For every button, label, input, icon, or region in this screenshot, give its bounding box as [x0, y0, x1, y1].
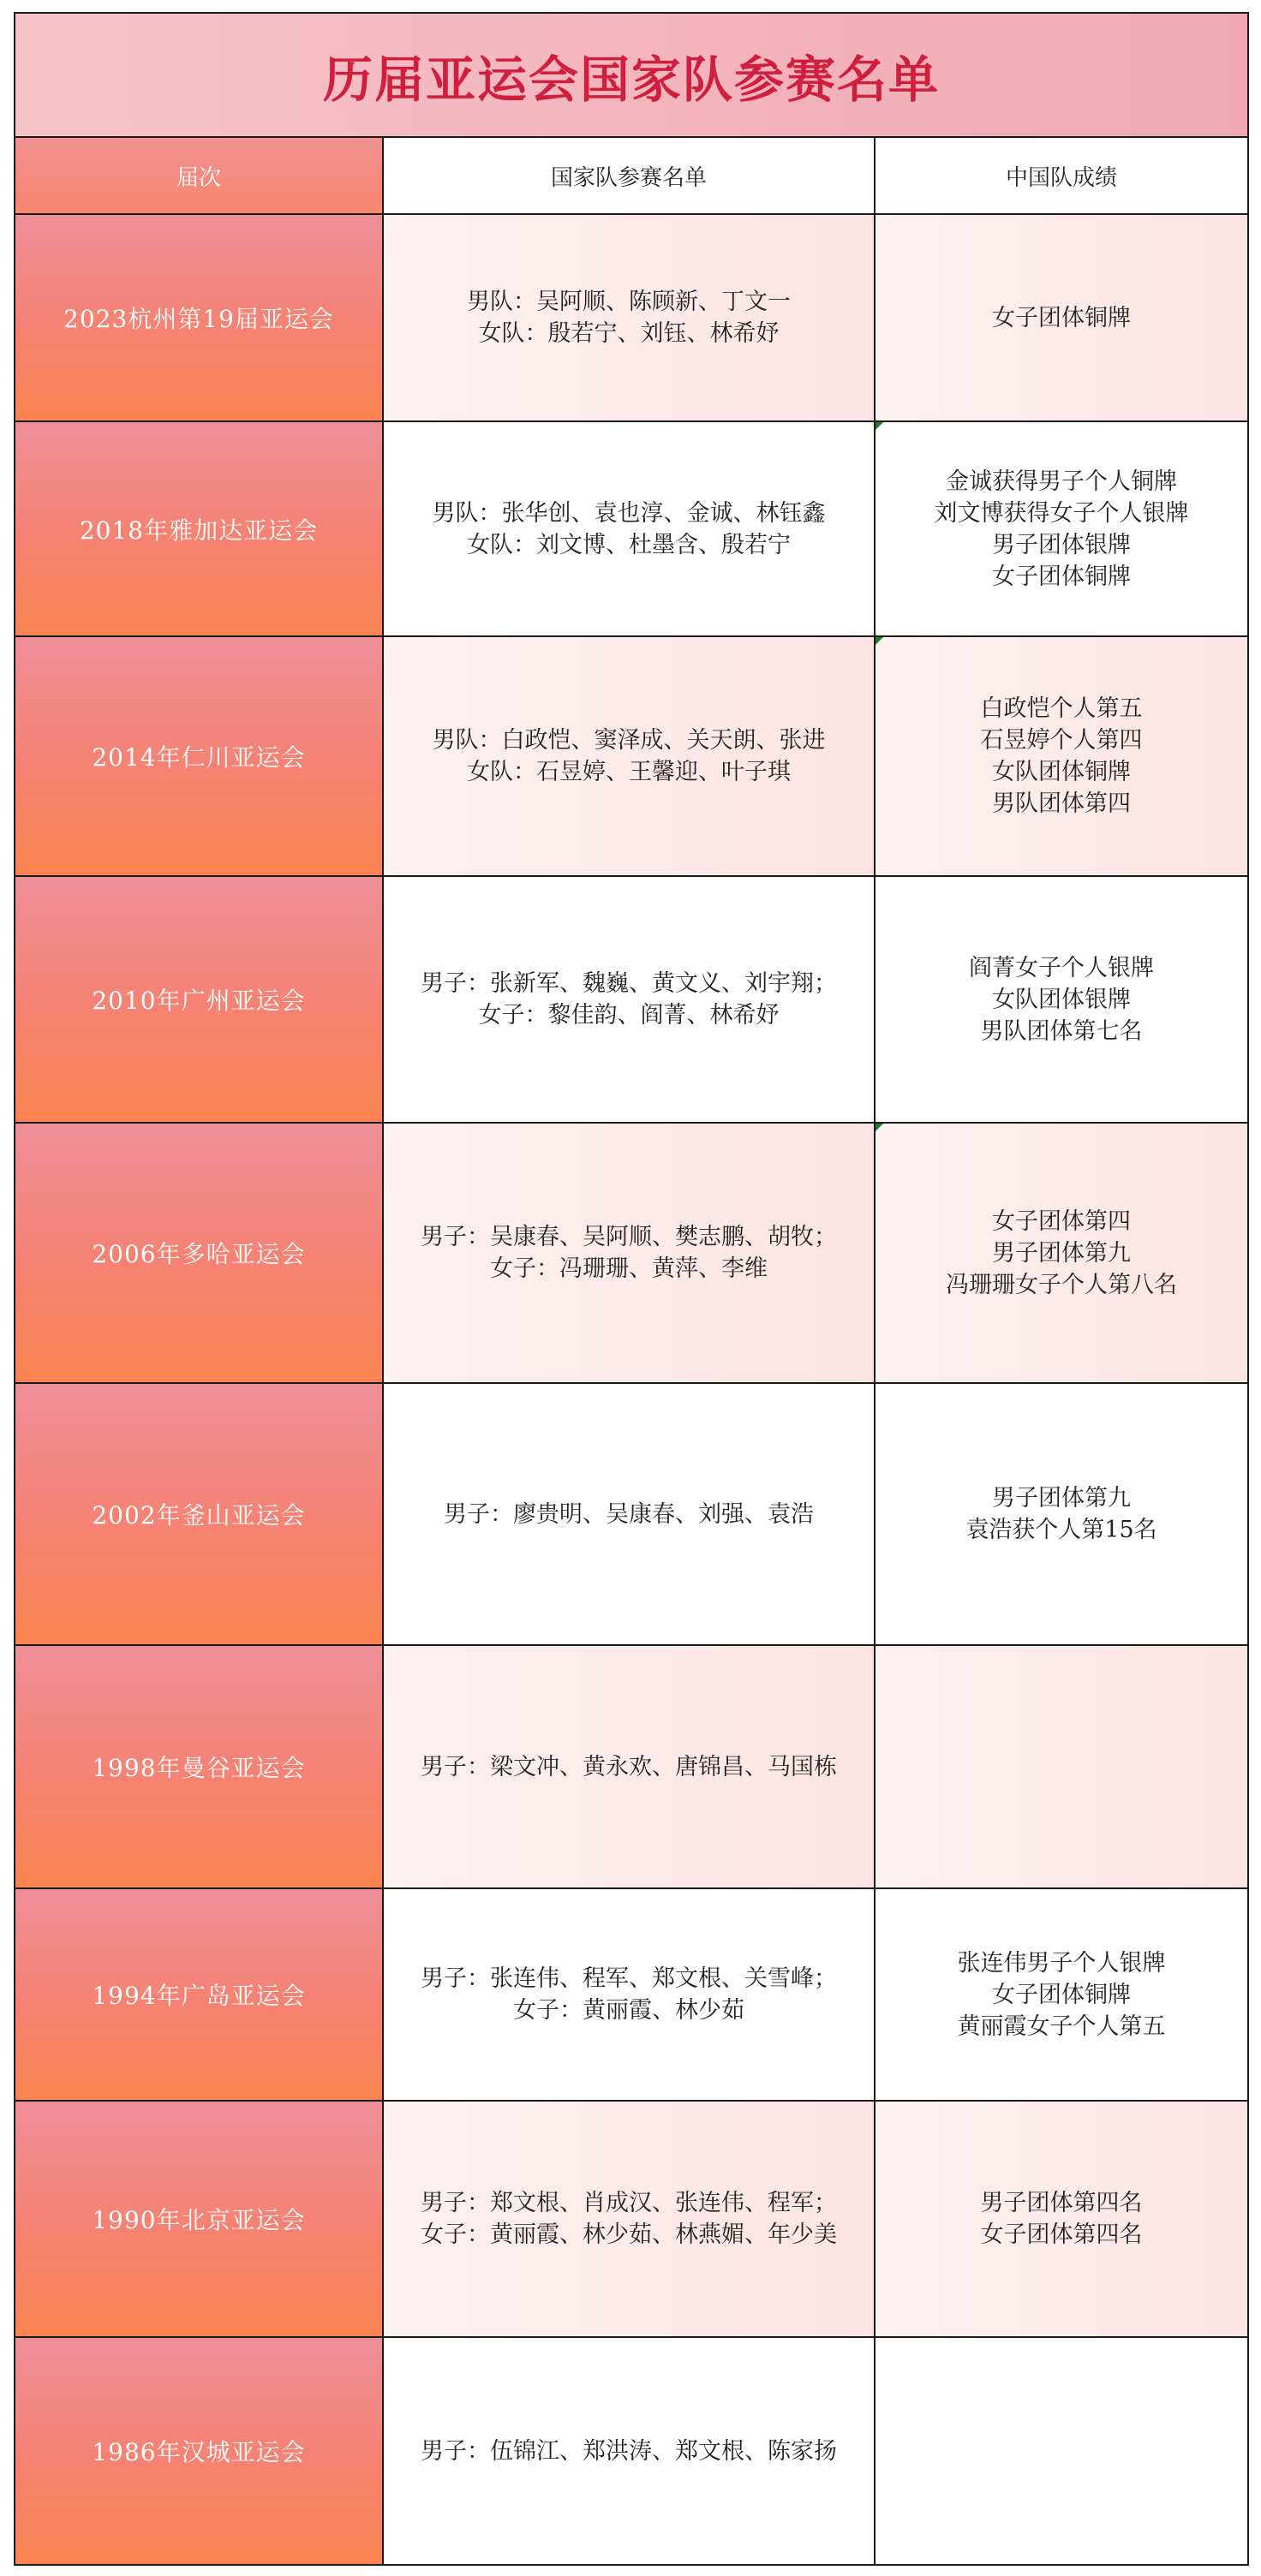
result-line: 女子团体铜牌: [992, 304, 1131, 331]
roster-line: 女子：黎佳韵、阎菁、林希妤: [478, 1002, 780, 1029]
roster-line: 男子：梁文冲、黄永欢、唐锦昌、马国栋: [421, 1753, 837, 1780]
result-line: 袁浩获个人第15名: [965, 1517, 1157, 1543]
session-cell[interactable]: 2002年釜山亚运会: [15, 1383, 383, 1645]
table-row: [15, 214, 1248, 421]
table-row: [15, 1123, 1248, 1383]
result-line: 女子团体第四: [992, 1208, 1131, 1235]
table-row: [15, 2337, 1248, 2565]
session-cell[interactable]: 1994年广岛亚运会: [15, 1888, 383, 2101]
session-cell[interactable]: 1998年曼谷亚运会: [15, 1645, 383, 1888]
roster-line: 男子：廖贵明、吴康春、刘强、袁浩: [444, 1500, 814, 1528]
roster-line: 男子：郑文根、肖成汉、张连伟、程军；: [421, 2190, 837, 2216]
roster-line: 男子：张新军、魏巍、黄文义、刘宇翔；: [421, 970, 837, 997]
result-line: 女子团体第四名: [980, 2221, 1143, 2248]
roster-cell[interactable]: [383, 876, 875, 1123]
roster-cell[interactable]: [383, 421, 875, 636]
result-line: 白政恺个人第五: [980, 695, 1143, 722]
session-cell[interactable]: 1986年汉城亚运会: [15, 2337, 383, 2565]
roster-cell[interactable]: [383, 1383, 875, 1645]
roster-cell[interactable]: [383, 1123, 875, 1383]
result-cell[interactable]: [875, 636, 1248, 876]
result-cell[interactable]: [875, 2337, 1248, 2565]
comment-marker-icon: [876, 422, 883, 430]
table-row: [15, 1645, 1248, 1888]
result-line: 女子团体铜牌: [992, 1981, 1131, 2008]
title-cell[interactable]: [15, 13, 1248, 137]
result-line: 阎菁女子个人银牌: [969, 954, 1154, 981]
roster-line: 女子：黄丽霞、林少茹、林燕媚、年少美: [421, 2221, 837, 2248]
result-cell[interactable]: [875, 1888, 1248, 2101]
roster-line: 男子：吴康春、吴阿顺、樊志鹏、胡牧；: [421, 1224, 837, 1250]
session-cell[interactable]: 2006年多哈亚运会: [15, 1123, 383, 1383]
roster-line: 女队：殷若宁、刘钰、林希妤: [478, 320, 780, 347]
result-line: 刘文博获得女子个人银牌: [934, 499, 1189, 527]
result-line: 男队团体第七名: [980, 1017, 1143, 1045]
table-row: [15, 1888, 1248, 2101]
result-cell[interactable]: [875, 1123, 1248, 1383]
roster-cell[interactable]: [383, 1888, 875, 2101]
table-row: [15, 1383, 1248, 1645]
table-row: [15, 2101, 1248, 2337]
roster-table: [14, 12, 1249, 2566]
header-session[interactable]: 届次: [15, 137, 383, 214]
session-cell[interactable]: 1990年北京亚运会: [15, 2101, 383, 2337]
session-cell[interactable]: 2010年广州亚运会: [15, 876, 383, 1123]
roster-cell[interactable]: [383, 214, 875, 421]
session-cell[interactable]: 2014年仁川亚运会: [15, 636, 383, 876]
result-line: 黄丽霞女子个人第五: [957, 2012, 1166, 2040]
result-cell[interactable]: [875, 214, 1248, 421]
result-line: 男队团体第四: [992, 790, 1131, 817]
result-line: 冯珊珊女子个人第八名: [946, 1271, 1177, 1298]
result-line: 张连伟男子个人银牌: [957, 1949, 1166, 1977]
roster-line: 男子：张连伟、程军、郑文根、关雪峰；: [421, 1965, 837, 1992]
table-body: [15, 214, 1248, 2565]
result-line: 石昱婷个人第四: [980, 727, 1143, 754]
result-line: 女子团体铜牌: [992, 563, 1131, 590]
result-line: 金诚获得男子个人铜牌: [946, 468, 1177, 495]
roster-cell[interactable]: [383, 2337, 875, 2565]
roster-line: 男队：张华创、袁也淳、金诚、林钰鑫: [432, 499, 826, 527]
roster-cell[interactable]: [383, 636, 875, 876]
roster-cell[interactable]: [383, 2101, 875, 2337]
session-cell[interactable]: 2018年雅加达亚运会: [15, 421, 383, 636]
roster-line: 男队：吴阿顺、陈顾新、丁文一: [467, 289, 791, 315]
result-line: 女队团体银牌: [992, 986, 1131, 1013]
roster-line: 女子：黄丽霞、林少茹: [513, 1997, 744, 2024]
result-cell[interactable]: [875, 2101, 1248, 2337]
roster-cell[interactable]: [383, 1645, 875, 1888]
result-line: 男子团体第四名: [980, 2190, 1143, 2216]
result-cell[interactable]: [875, 421, 1248, 636]
header-result[interactable]: 中国队成绩: [875, 137, 1248, 214]
result-line: 男子团体第九: [992, 1485, 1131, 1512]
result-line: 男子团体第九: [992, 1239, 1131, 1267]
roster-line: 女队：刘文博、杜墨含、殷若宁: [467, 531, 791, 558]
header-roster[interactable]: 国家队参赛名单: [383, 137, 875, 214]
session-cell[interactable]: 2023杭州第19届亚运会: [15, 214, 383, 421]
result-cell[interactable]: [875, 1383, 1248, 1645]
result-cell[interactable]: [875, 876, 1248, 1123]
roster-line: 女子：冯珊珊、黄萍、李维: [490, 1255, 768, 1282]
comment-marker-icon: [876, 637, 883, 645]
table-row: [15, 636, 1248, 876]
roster-line: 男子：伍锦江、郑洪涛、郑文根、陈家扬: [421, 2437, 837, 2465]
roster-line: 女队：石昱婷、王馨迎、叶子琪: [467, 759, 791, 785]
result-line: 女队团体铜牌: [992, 759, 1131, 785]
table-row: [15, 421, 1248, 636]
page-title: 历届亚运会国家队参赛名单: [322, 50, 940, 109]
roster-line: 男队：白政恺、窦泽成、关天朗、张进: [432, 727, 826, 754]
result-line: 男子团体银牌: [992, 531, 1131, 558]
comment-marker-icon: [876, 1124, 883, 1131]
result-cell[interactable]: [875, 1645, 1248, 1888]
table-row: [15, 876, 1248, 1123]
